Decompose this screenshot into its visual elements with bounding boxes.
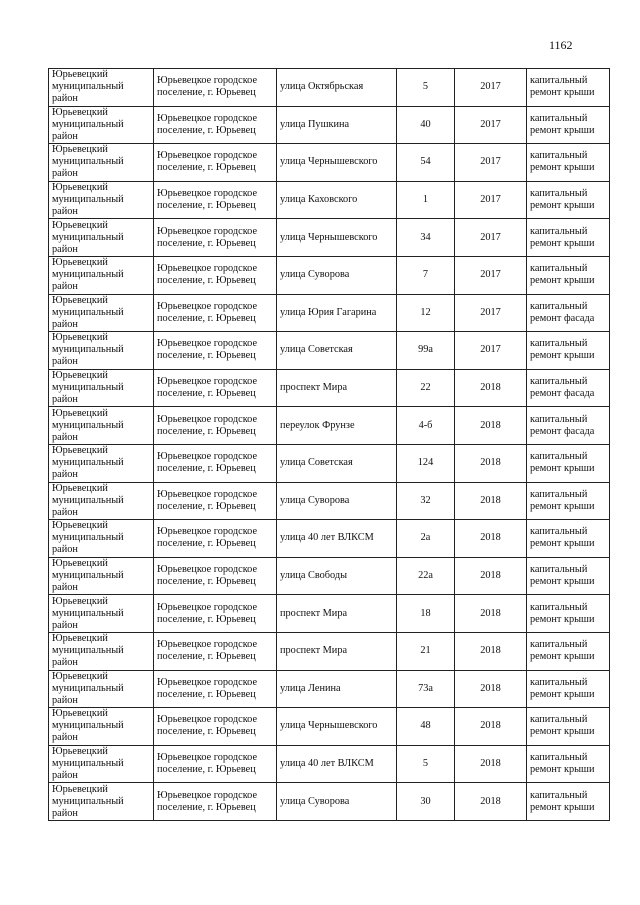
work-type-cell: капитальный ремонт крыши xyxy=(527,595,610,633)
settlement-cell: Юрьевецкое городское поселение, г. Юрьевец xyxy=(154,783,277,821)
table-row xyxy=(49,219,610,257)
settlement-cell: Юрьевецкое городское поселение, г. Юрьевец xyxy=(154,332,277,370)
year-cell: 2018 xyxy=(455,369,527,407)
table-row xyxy=(49,745,610,783)
table-row xyxy=(49,557,610,595)
year-cell: 2017 xyxy=(455,332,527,370)
street-cell: переулок Фрунзе xyxy=(277,407,397,445)
year-cell: 2017 xyxy=(455,106,527,144)
settlement-cell: Юрьевецкое городское поселение, г. Юрьевец xyxy=(154,595,277,633)
settlement-cell: Юрьевецкое городское поселение, г. Юрьевец xyxy=(154,219,277,257)
year-cell: 2017 xyxy=(455,219,527,257)
house-cell: 4-б xyxy=(397,407,455,445)
house-cell: 22 xyxy=(397,369,455,407)
house-cell: 32 xyxy=(397,482,455,520)
street-cell: улица 40 лет ВЛКСМ xyxy=(277,520,397,558)
house-cell: 5 xyxy=(397,745,455,783)
house-cell: 12 xyxy=(397,294,455,332)
work-type-cell: капитальный ремонт фасада xyxy=(527,369,610,407)
street-cell: улица Юрия Гагарина xyxy=(277,294,397,332)
work-type-cell: капитальный ремонт крыши xyxy=(527,219,610,257)
district-cell: Юрьевецкий муниципальный район xyxy=(49,708,154,746)
work-type-cell: капитальный ремонт крыши xyxy=(527,783,610,821)
work-type-cell: капитальный ремонт крыши xyxy=(527,632,610,670)
house-cell: 40 xyxy=(397,106,455,144)
house-cell: 54 xyxy=(397,144,455,182)
district-cell: Юрьевецкий муниципальный район xyxy=(49,332,154,370)
year-cell: 2018 xyxy=(455,407,527,445)
house-cell: 21 xyxy=(397,632,455,670)
district-cell: Юрьевецкий муниципальный район xyxy=(49,632,154,670)
settlement-cell: Юрьевецкое городское поселение, г. Юрьевец xyxy=(154,745,277,783)
street-cell: улица Суворова xyxy=(277,256,397,294)
street-cell: улица Суворова xyxy=(277,482,397,520)
settlement-cell: Юрьевецкое городское поселение, г. Юрьевец xyxy=(154,144,277,182)
settlement-cell: Юрьевецкое городское поселение, г. Юрьевец xyxy=(154,444,277,482)
street-cell: улица Пушкина xyxy=(277,106,397,144)
street-cell: проспект Мира xyxy=(277,632,397,670)
street-cell: улица Советская xyxy=(277,332,397,370)
table-row xyxy=(49,444,610,482)
table-row xyxy=(49,106,610,144)
year-cell: 2018 xyxy=(455,520,527,558)
street-cell: проспект Мира xyxy=(277,595,397,633)
work-type-cell: капитальный ремонт крыши xyxy=(527,745,610,783)
street-cell: улица Суворова xyxy=(277,783,397,821)
table-row xyxy=(49,520,610,558)
repair-schedule-table xyxy=(48,68,610,821)
table-row xyxy=(49,294,610,332)
district-cell: Юрьевецкий муниципальный район xyxy=(49,144,154,182)
street-cell: улица Чернышевского xyxy=(277,708,397,746)
table-row xyxy=(49,256,610,294)
district-cell: Юрьевецкий муниципальный район xyxy=(49,369,154,407)
year-cell: 2017 xyxy=(455,294,527,332)
settlement-cell: Юрьевецкое городское поселение, г. Юрьевец xyxy=(154,557,277,595)
settlement-cell: Юрьевецкое городское поселение, г. Юрьевец xyxy=(154,256,277,294)
work-type-cell: капитальный ремонт крыши xyxy=(527,557,610,595)
work-type-cell: капитальный ремонт крыши xyxy=(527,520,610,558)
year-cell: 2018 xyxy=(455,708,527,746)
year-cell: 2017 xyxy=(455,181,527,219)
work-type-cell: капитальный ремонт крыши xyxy=(527,482,610,520)
year-cell: 2018 xyxy=(455,595,527,633)
table-row xyxy=(49,144,610,182)
house-cell: 18 xyxy=(397,595,455,633)
year-cell: 2018 xyxy=(455,632,527,670)
table-row xyxy=(49,595,610,633)
house-cell: 2а xyxy=(397,520,455,558)
year-cell: 2018 xyxy=(455,444,527,482)
street-cell: улица Свободы xyxy=(277,557,397,595)
work-type-cell: капитальный ремонт крыши xyxy=(527,144,610,182)
district-cell: Юрьевецкий муниципальный район xyxy=(49,783,154,821)
table-row xyxy=(49,407,610,445)
house-cell: 48 xyxy=(397,708,455,746)
settlement-cell: Юрьевецкое городское поселение, г. Юрьевец xyxy=(154,482,277,520)
street-cell: улица Чернышевского xyxy=(277,144,397,182)
work-type-cell: капитальный ремонт крыши xyxy=(527,181,610,219)
district-cell: Юрьевецкий муниципальный район xyxy=(49,407,154,445)
district-cell: Юрьевецкий муниципальный район xyxy=(49,520,154,558)
work-type-cell: капитальный ремонт фасада xyxy=(527,407,610,445)
district-cell: Юрьевецкий муниципальный район xyxy=(49,595,154,633)
street-cell: улица Советская xyxy=(277,444,397,482)
district-cell: Юрьевецкий муниципальный район xyxy=(49,256,154,294)
year-cell: 2017 xyxy=(455,256,527,294)
district-cell: Юрьевецкий муниципальный район xyxy=(49,106,154,144)
street-cell: улица Каховского xyxy=(277,181,397,219)
table-row xyxy=(49,632,610,670)
work-type-cell: капитальный ремонт крыши xyxy=(527,444,610,482)
work-type-cell: капитальный ремонт крыши xyxy=(527,670,610,708)
settlement-cell: Юрьевецкое городское поселение, г. Юрьевец xyxy=(154,181,277,219)
street-cell: улица Октябрьская xyxy=(277,69,397,107)
year-cell: 2017 xyxy=(455,69,527,107)
settlement-cell: Юрьевецкое городское поселение, г. Юрьевец xyxy=(154,520,277,558)
house-cell: 73а xyxy=(397,670,455,708)
street-cell: улица 40 лет ВЛКСМ xyxy=(277,745,397,783)
year-cell: 2018 xyxy=(455,745,527,783)
street-cell: проспект Мира xyxy=(277,369,397,407)
work-type-cell: капитальный ремонт фасада xyxy=(527,294,610,332)
house-cell: 22а xyxy=(397,557,455,595)
district-cell: Юрьевецкий муниципальный район xyxy=(49,482,154,520)
house-cell: 99а xyxy=(397,332,455,370)
house-cell: 30 xyxy=(397,783,455,821)
district-cell: Юрьевецкий муниципальный район xyxy=(49,670,154,708)
table-row xyxy=(49,69,610,107)
district-cell: Юрьевецкий муниципальный район xyxy=(49,557,154,595)
year-cell: 2018 xyxy=(455,783,527,821)
year-cell: 2018 xyxy=(455,482,527,520)
house-cell: 34 xyxy=(397,219,455,257)
work-type-cell: капитальный ремонт крыши xyxy=(527,332,610,370)
house-cell: 1 xyxy=(397,181,455,219)
table-row xyxy=(49,783,610,821)
year-cell: 2018 xyxy=(455,557,527,595)
settlement-cell: Юрьевецкое городское поселение, г. Юрьевец xyxy=(154,106,277,144)
page-number: 1162 xyxy=(549,38,573,52)
table-row xyxy=(49,332,610,370)
table-row xyxy=(49,670,610,708)
district-cell: Юрьевецкий муниципальный район xyxy=(49,444,154,482)
district-cell: Юрьевецкий муниципальный район xyxy=(49,69,154,107)
street-cell: улица Ленина xyxy=(277,670,397,708)
work-type-cell: капитальный ремонт крыши xyxy=(527,256,610,294)
settlement-cell: Юрьевецкое городское поселение, г. Юрьевец xyxy=(154,369,277,407)
table-row xyxy=(49,369,610,407)
house-cell: 5 xyxy=(397,69,455,107)
settlement-cell: Юрьевецкое городское поселение, г. Юрьевец xyxy=(154,294,277,332)
year-cell: 2018 xyxy=(455,670,527,708)
settlement-cell: Юрьевецкое городское поселение, г. Юрьевец xyxy=(154,632,277,670)
district-cell: Юрьевецкий муниципальный район xyxy=(49,294,154,332)
district-cell: Юрьевецкий муниципальный район xyxy=(49,181,154,219)
table-body xyxy=(49,69,610,821)
year-cell: 2017 xyxy=(455,144,527,182)
work-type-cell: капитальный ремонт крыши xyxy=(527,106,610,144)
table-row xyxy=(49,482,610,520)
settlement-cell: Юрьевецкое городское поселение, г. Юрьевец xyxy=(154,670,277,708)
house-cell: 7 xyxy=(397,256,455,294)
work-type-cell: капитальный ремонт крыши xyxy=(527,708,610,746)
settlement-cell: Юрьевецкое городское поселение, г. Юрьевец xyxy=(154,69,277,107)
work-type-cell: капитальный ремонт крыши xyxy=(527,69,610,107)
house-cell: 124 xyxy=(397,444,455,482)
table-row xyxy=(49,708,610,746)
settlement-cell: Юрьевецкое городское поселение, г. Юрьевец xyxy=(154,407,277,445)
district-cell: Юрьевецкий муниципальный район xyxy=(49,219,154,257)
table-row xyxy=(49,181,610,219)
street-cell: улица Чернышевского xyxy=(277,219,397,257)
district-cell: Юрьевецкий муниципальный район xyxy=(49,745,154,783)
settlement-cell: Юрьевецкое городское поселение, г. Юрьевец xyxy=(154,708,277,746)
